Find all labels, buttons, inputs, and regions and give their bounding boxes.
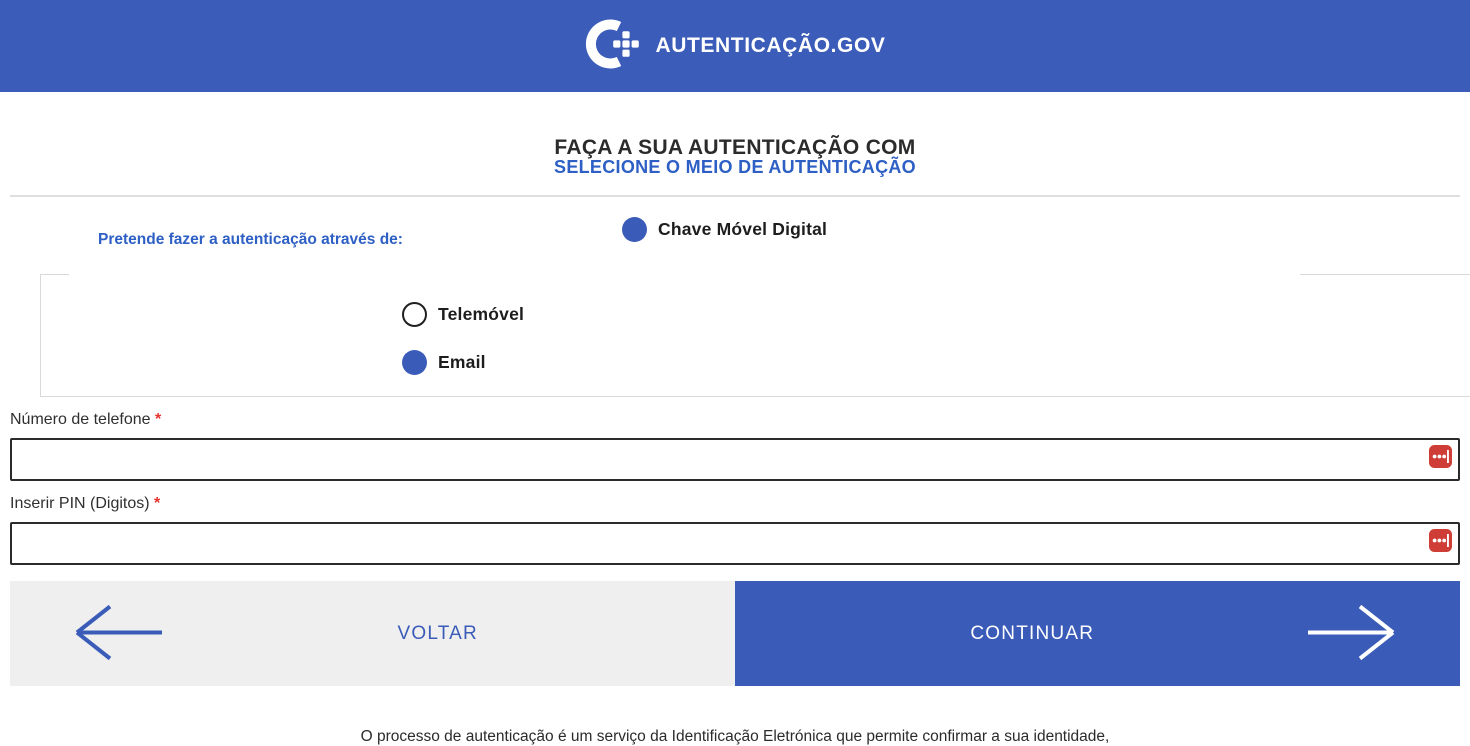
options-box-border — [40, 274, 41, 397]
radio-button-icon[interactable] — [402, 350, 427, 375]
pin-field-label — [10, 495, 160, 513]
phone-field-label — [10, 411, 161, 429]
radio-label: Telemóvel — [438, 304, 525, 324]
phone-number-input[interactable] — [10, 438, 1460, 481]
header-divider — [10, 195, 1460, 197]
select-auth-method-link[interactable]: SELECIONE O MEIO DE AUTENTICAÇÃO — [554, 157, 916, 177]
continue-button[interactable] — [735, 581, 1460, 686]
back-button[interactable] — [10, 581, 735, 686]
continue-button-label: CONTINUAR — [970, 622, 1095, 644]
left-arrow-icon — [73, 603, 165, 664]
header — [0, 0, 1470, 92]
radio-chave-movel-digital[interactable] — [622, 217, 827, 242]
options-box-border — [40, 396, 1470, 397]
radio-email[interactable] — [402, 350, 486, 375]
question-label: Pretende fazer a autenticação através de: — [98, 231, 403, 248]
radio-telemovel[interactable] — [402, 302, 524, 327]
options-box-border — [1300, 274, 1470, 275]
brand-title: AUTENTICAÇÃO.GOV — [655, 34, 886, 57]
back-button-label: VOLTAR — [397, 622, 478, 644]
footer-info-text: O processo de autenticação é um serviço da Identificação Eletrónica que permite confirmar a sua identidade, — [360, 727, 1110, 745]
field-label-text: Inserir PIN (Digitos) — [10, 495, 150, 512]
pin-input[interactable] — [10, 522, 1460, 565]
options-box-border — [40, 274, 69, 275]
radio-label: Chave Móvel Digital — [658, 219, 828, 239]
right-arrow-icon — [1305, 603, 1397, 664]
autenticacao-gov-logo-icon — [584, 18, 640, 75]
radio-button-icon[interactable] — [402, 302, 427, 327]
required-asterisk: * — [154, 495, 161, 512]
field-label-text: Número de telefone — [10, 411, 151, 428]
password-manager-fill-icon[interactable] — [1429, 445, 1452, 468]
page-title: FAÇA A SUA AUTENTICAÇÃO COM — [554, 136, 916, 160]
radio-button-icon[interactable] — [622, 217, 647, 242]
required-asterisk: * — [154, 411, 162, 428]
radio-label: Email — [438, 352, 486, 372]
brand-home-link[interactable] — [584, 18, 885, 75]
password-manager-fill-icon[interactable] — [1429, 529, 1452, 552]
